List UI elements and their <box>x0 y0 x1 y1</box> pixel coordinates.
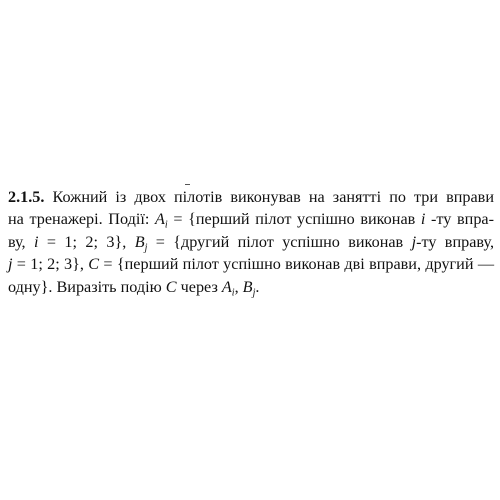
line2-def: = {перший пілот успішно виконав <box>167 210 421 229</box>
problem-line-3 <box>8 231 494 253</box>
problem-line-5 <box>8 276 494 298</box>
event-C-ref: C <box>165 277 177 296</box>
problem-line-4 <box>8 253 494 275</box>
event-B-symbol: $B_j$ <box>134 232 148 254</box>
problem-2-1-5 <box>8 186 494 298</box>
index-j-eq: j <box>8 255 13 274</box>
end-period: . <box>255 277 260 296</box>
line3-eq1: = 1; 2; 3 <box>38 232 115 251</box>
line2-text: на тренажері. Події: <box>8 210 155 229</box>
line1-text: Кожний із двох пілотів виконував на занятті по три вправи <box>44 188 494 206</box>
problem-line-2 <box>8 208 494 230</box>
line4-def: = {перший пілот успішно виконав дві вправи, другий — <box>99 255 495 274</box>
scan-mark <box>185 184 190 185</box>
index-j: j <box>411 232 417 251</box>
problem-line-1 <box>8 186 494 208</box>
line3-close: }, <box>114 232 135 251</box>
index-i-eq: i <box>34 232 39 251</box>
index-i: i <box>420 210 426 229</box>
line3-tail: -ту вправу, <box>416 232 495 251</box>
event-C-symbol: C <box>88 255 100 274</box>
line5-text: одну}. Виразіть подію <box>8 277 166 296</box>
problem-number: 2.1.5. <box>8 188 45 206</box>
line3-start: ву, <box>8 232 34 251</box>
event-A-symbol: $A_i$ <box>155 210 168 231</box>
comma: , <box>234 277 243 296</box>
line2-tail: -ту впра- <box>425 210 494 229</box>
event-B-ref: $B_j$ <box>242 277 256 299</box>
event-A-ref: $A_i$ <box>221 277 235 299</box>
line5-via: через <box>176 277 222 296</box>
line4-close: }, <box>72 255 89 274</box>
line3-def: = {другий пілот успішно виконав <box>147 232 412 251</box>
line4-eq: = 1; 2; 3 <box>12 255 73 274</box>
